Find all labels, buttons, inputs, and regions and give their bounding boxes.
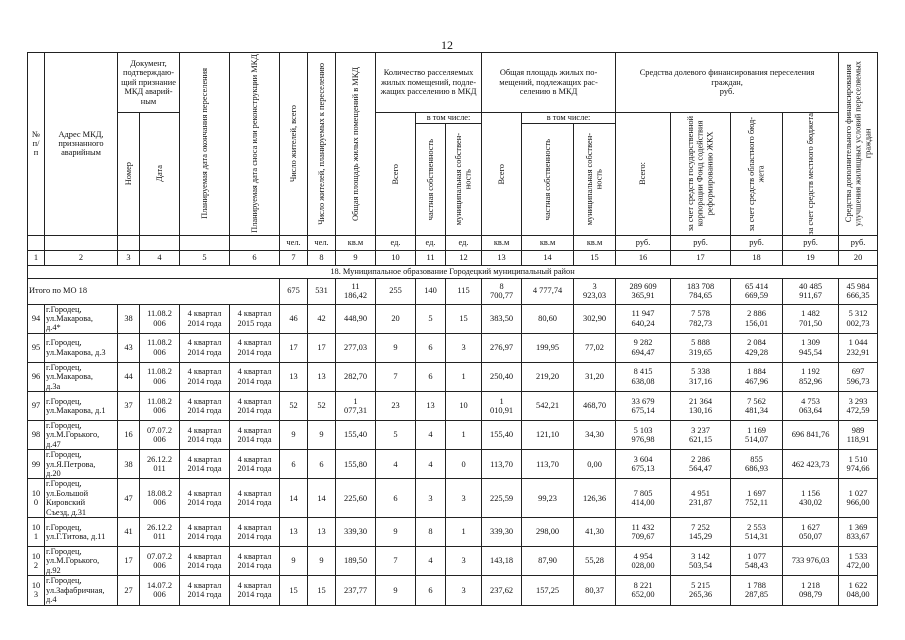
row-value: 225,60 bbox=[336, 479, 376, 518]
row-number: 98 bbox=[28, 421, 45, 450]
header-fund-gk: за счет средств государственной корпорации Фонд содействия реформированию ЖКХ bbox=[671, 113, 731, 236]
total-value: 65 414 669,59 bbox=[731, 278, 783, 304]
row-value: 15 bbox=[280, 576, 308, 605]
row-value: 1 077,31 bbox=[336, 392, 376, 421]
header-num: № п/ п bbox=[28, 53, 45, 236]
header-address: Адрес МКД, признанного аварийным bbox=[45, 53, 118, 236]
row-value: 302,90 bbox=[574, 304, 616, 333]
row-value: 3 237 621,15 bbox=[671, 421, 731, 450]
header-count-total: Всего bbox=[376, 113, 416, 236]
row-value: 6 bbox=[416, 362, 446, 391]
row-value: 1 044 232,91 bbox=[839, 333, 878, 362]
unit-cell: кв.м bbox=[482, 235, 522, 250]
row-value: 4 954 028,00 bbox=[616, 547, 671, 576]
row-value: 4 bbox=[416, 421, 446, 450]
total-value: 115 bbox=[446, 278, 482, 304]
row-doc-number: 38 bbox=[118, 304, 140, 333]
header-planned-demolition: Планируемая дата сноса или реконструкции МКД bbox=[230, 53, 280, 236]
row-value: 5 888 319,65 bbox=[671, 333, 731, 362]
header-funds-group: Средства долевого финансирования переселения граждан, руб. bbox=[616, 53, 839, 113]
row-value: 1 156 430,02 bbox=[783, 479, 839, 518]
column-number: 1 bbox=[28, 250, 45, 265]
row-value: 6 bbox=[308, 450, 336, 479]
total-value: 8 700,77 bbox=[482, 278, 522, 304]
row-value: 80,60 bbox=[522, 304, 574, 333]
header-document: Документ, подтверждаю- щий признание МКД аварий- ным bbox=[118, 53, 180, 113]
row-value: 42 bbox=[308, 304, 336, 333]
row-value: 237,77 bbox=[336, 576, 376, 605]
row-number: 10 0 bbox=[28, 479, 45, 518]
row-value: 2 084 429,28 bbox=[731, 333, 783, 362]
row-value: 52 bbox=[280, 392, 308, 421]
row-doc-number: 47 bbox=[118, 479, 140, 518]
row-value: 1 169 514,07 bbox=[731, 421, 783, 450]
row-value: 34,30 bbox=[574, 421, 616, 450]
header-fund-extra: Средства дополнительного финансирования улучшения жилищных условий переселяемых граждан bbox=[839, 53, 878, 236]
row-value: 4 bbox=[416, 547, 446, 576]
column-numbers-row bbox=[28, 250, 878, 265]
row-planned-end: 4 квартал 2014 года bbox=[180, 333, 230, 362]
row-number: 10 1 bbox=[28, 518, 45, 547]
row-value: 277,03 bbox=[336, 333, 376, 362]
unit-cell: чел. bbox=[308, 235, 336, 250]
header-doc-date: Дата bbox=[140, 113, 180, 236]
row-value: 87,90 bbox=[522, 547, 574, 576]
row-value: 55,28 bbox=[574, 547, 616, 576]
unit-cell: ед. bbox=[416, 235, 446, 250]
row-value: 1 192 852,96 bbox=[783, 362, 839, 391]
row-value: 1 627 050,07 bbox=[783, 518, 839, 547]
row-value: 31,20 bbox=[574, 362, 616, 391]
column-number: 11 bbox=[416, 250, 446, 265]
row-value: 219,20 bbox=[522, 362, 574, 391]
row-value: 250,40 bbox=[482, 362, 522, 391]
column-number: 2 bbox=[45, 250, 118, 265]
table-row bbox=[28, 304, 878, 333]
column-number: 16 bbox=[616, 250, 671, 265]
header-municipal-area: муниципальная собствен- ность bbox=[574, 124, 616, 235]
row-value: 3 604 675,13 bbox=[616, 450, 671, 479]
row-value: 9 bbox=[308, 547, 336, 576]
row-planned-end: 4 квартал 2014 года bbox=[180, 576, 230, 605]
row-value: 9 bbox=[376, 576, 416, 605]
row-doc-date: 11.08.2 006 bbox=[140, 392, 180, 421]
header-doc-number: Номер bbox=[118, 113, 140, 236]
row-address: г.Городец, ул.Я.Петрова, д.20 bbox=[45, 450, 118, 479]
row-value: 1 010,91 bbox=[482, 392, 522, 421]
header-area-group: Общая площадь жилых по- мещений, подлежащих рас- селению в МКД bbox=[482, 53, 616, 113]
row-planned-end: 4 квартал 2014 года bbox=[180, 421, 230, 450]
row-doc-date: 07.07.2 006 bbox=[140, 547, 180, 576]
row-value: 1 218 098,79 bbox=[783, 576, 839, 605]
row-value: 199,95 bbox=[522, 333, 574, 362]
row-value: 3 bbox=[446, 479, 482, 518]
total-label: Итого по МО 18 bbox=[28, 278, 280, 304]
unit-cell: руб. bbox=[671, 235, 731, 250]
row-value: 542,21 bbox=[522, 392, 574, 421]
row-value: 7 bbox=[376, 362, 416, 391]
row-value: 276,97 bbox=[482, 333, 522, 362]
row-value: 8 415 638,08 bbox=[616, 362, 671, 391]
row-value: 41,30 bbox=[574, 518, 616, 547]
row-value: 1 309 945,54 bbox=[783, 333, 839, 362]
row-number: 10 3 bbox=[28, 576, 45, 605]
row-value: 126,36 bbox=[574, 479, 616, 518]
row-value: 733 976,03 bbox=[783, 547, 839, 576]
total-value: 4 777,74 bbox=[522, 278, 574, 304]
row-value: 155,40 bbox=[482, 421, 522, 450]
total-value: 140 bbox=[416, 278, 446, 304]
row-value: 33 679 675,14 bbox=[616, 392, 671, 421]
row-doc-date: 14.07.2 006 bbox=[140, 576, 180, 605]
header-residents-total: Число жителей, всего bbox=[280, 53, 308, 236]
row-planned-demolition: 4 квартал 2014 года bbox=[230, 392, 280, 421]
row-planned-end: 4 квартал 2014 года bbox=[180, 479, 230, 518]
row-number: 94 bbox=[28, 304, 45, 333]
row-value: 9 bbox=[376, 518, 416, 547]
table-row bbox=[28, 362, 878, 391]
row-value: 3 bbox=[446, 547, 482, 576]
header-total-area: Общая площадь жилых помещений в МКД bbox=[336, 53, 376, 236]
row-address: г.Городец, ул.М.Горького, д.47 bbox=[45, 421, 118, 450]
table-row bbox=[28, 392, 878, 421]
row-planned-end: 4 квартал 2014 года bbox=[180, 518, 230, 547]
row-value: 468,70 bbox=[574, 392, 616, 421]
table-row bbox=[28, 518, 878, 547]
row-address: г.Городец, ул.Зафабричная, д.4 bbox=[45, 576, 118, 605]
row-value: 9 282 694,47 bbox=[616, 333, 671, 362]
row-value: 1 077 548,43 bbox=[731, 547, 783, 576]
header-planned-end: Планируемая дата окончания переселения bbox=[180, 53, 230, 236]
unit-cell: чел. bbox=[280, 235, 308, 250]
total-value: 289 609 365,91 bbox=[616, 278, 671, 304]
column-number: 19 bbox=[783, 250, 839, 265]
row-value: 696 841,76 bbox=[783, 421, 839, 450]
unit-cell: кв.м bbox=[336, 235, 376, 250]
row-doc-date: 26.12.2 011 bbox=[140, 518, 180, 547]
row-value: 6 bbox=[280, 450, 308, 479]
column-number: 18 bbox=[731, 250, 783, 265]
row-doc-number: 41 bbox=[118, 518, 140, 547]
row-value: 7 805 414,00 bbox=[616, 479, 671, 518]
row-number: 10 2 bbox=[28, 547, 45, 576]
row-value: 20 bbox=[376, 304, 416, 333]
row-value: 1 788 287,85 bbox=[731, 576, 783, 605]
column-number: 5 bbox=[180, 250, 230, 265]
row-value: 5 bbox=[376, 421, 416, 450]
row-value: 13 bbox=[280, 362, 308, 391]
row-value: 9 bbox=[280, 547, 308, 576]
row-number: 95 bbox=[28, 333, 45, 362]
row-value: 0 bbox=[446, 450, 482, 479]
row-value: 697 596,73 bbox=[839, 362, 878, 391]
row-value: 5 103 976,98 bbox=[616, 421, 671, 450]
column-number: 10 bbox=[376, 250, 416, 265]
unit-cell: ед. bbox=[446, 235, 482, 250]
row-address: г.Городец, ул.Макарова, д.4* bbox=[45, 304, 118, 333]
row-value: 5 bbox=[416, 304, 446, 333]
column-number: 3 bbox=[118, 250, 140, 265]
row-doc-date: 18.08.2 006 bbox=[140, 479, 180, 518]
row-value: 9 bbox=[376, 333, 416, 362]
column-number: 20 bbox=[839, 250, 878, 265]
row-value: 113,70 bbox=[522, 450, 574, 479]
row-value: 6 bbox=[416, 333, 446, 362]
row-value: 5 338 317,16 bbox=[671, 362, 731, 391]
row-value: 7 bbox=[376, 547, 416, 576]
row-value: 6 bbox=[416, 576, 446, 605]
row-value: 9 bbox=[280, 421, 308, 450]
row-planned-end: 4 квартал 2014 года bbox=[180, 547, 230, 576]
row-value: 298,00 bbox=[522, 518, 574, 547]
row-address: г.Городец, ул.М.Горького, д.92 bbox=[45, 547, 118, 576]
row-value: 121,10 bbox=[522, 421, 574, 450]
row-value: 15 bbox=[446, 304, 482, 333]
column-number: 4 bbox=[140, 250, 180, 265]
column-number: 12 bbox=[446, 250, 482, 265]
row-value: 13 bbox=[280, 518, 308, 547]
total-value: 11 186,42 bbox=[336, 278, 376, 304]
row-value: 1 bbox=[446, 421, 482, 450]
row-doc-number: 37 bbox=[118, 392, 140, 421]
row-planned-demolition: 4 квартал 2014 года bbox=[230, 547, 280, 576]
row-value: 282,70 bbox=[336, 362, 376, 391]
row-value: 99,23 bbox=[522, 479, 574, 518]
row-value: 225,59 bbox=[482, 479, 522, 518]
table-row bbox=[28, 421, 878, 450]
row-value: 6 bbox=[376, 479, 416, 518]
row-value: 7 578 782,73 bbox=[671, 304, 731, 333]
row-doc-number: 27 bbox=[118, 576, 140, 605]
header-area-total: Всего bbox=[482, 113, 522, 236]
row-value: 143,18 bbox=[482, 547, 522, 576]
row-value: 21 364 130,16 bbox=[671, 392, 731, 421]
row-number: 99 bbox=[28, 450, 45, 479]
header-fund-regional: за счет средств областного бюд- жета bbox=[731, 113, 783, 236]
unit-cell: руб. bbox=[731, 235, 783, 250]
row-planned-demolition: 4 квартал 2015 года bbox=[230, 304, 280, 333]
row-value: 2 286 564,47 bbox=[671, 450, 731, 479]
row-doc-date: 26.12.2 011 bbox=[140, 450, 180, 479]
row-doc-number: 44 bbox=[118, 362, 140, 391]
row-address: г.Городец, ул.Большой Кировский Съезд, д.31 bbox=[45, 479, 118, 518]
row-value: 11 432 709,67 bbox=[616, 518, 671, 547]
row-value: 339,30 bbox=[336, 518, 376, 547]
header-count-group: Количество расселяемых жилых помещений, подле- жащих расселению в МКД bbox=[376, 53, 482, 113]
row-planned-demolition: 4 квартал 2014 года bbox=[230, 333, 280, 362]
row-address: г.Городец, ул.Макарова, д.1 bbox=[45, 392, 118, 421]
row-value: 2 886 156,01 bbox=[731, 304, 783, 333]
row-value: 15 bbox=[308, 576, 336, 605]
header-fund-total: Всего: bbox=[616, 113, 671, 236]
row-value: 10 bbox=[446, 392, 482, 421]
row-address: г.Городец, ул.Макарова, д.3 bbox=[45, 333, 118, 362]
column-number: 15 bbox=[574, 250, 616, 265]
resettlement-table bbox=[27, 52, 878, 606]
unit-cell: кв.м bbox=[574, 235, 616, 250]
row-value: 1 884 467,96 bbox=[731, 362, 783, 391]
row-doc-date: 11.08.2 006 bbox=[140, 333, 180, 362]
row-value: 17 bbox=[280, 333, 308, 362]
column-number: 8 bbox=[308, 250, 336, 265]
row-value: 46 bbox=[280, 304, 308, 333]
row-value: 855 686,93 bbox=[731, 450, 783, 479]
row-value: 155,80 bbox=[336, 450, 376, 479]
table-row bbox=[28, 576, 878, 605]
row-value: 339,30 bbox=[482, 518, 522, 547]
row-value: 2 553 514,31 bbox=[731, 518, 783, 547]
row-value: 155,40 bbox=[336, 421, 376, 450]
total-row bbox=[28, 278, 878, 304]
row-value: 189,50 bbox=[336, 547, 376, 576]
row-doc-date: 11.08.2 006 bbox=[140, 362, 180, 391]
row-value: 3 bbox=[446, 333, 482, 362]
row-value: 1 bbox=[446, 362, 482, 391]
row-value: 113,70 bbox=[482, 450, 522, 479]
row-value: 157,25 bbox=[522, 576, 574, 605]
row-value: 23 bbox=[376, 392, 416, 421]
total-value: 675 bbox=[280, 278, 308, 304]
header-municipal: муниципальная собствен- ность bbox=[446, 124, 482, 235]
row-value: 7 562 481,34 bbox=[731, 392, 783, 421]
row-doc-number: 16 bbox=[118, 421, 140, 450]
header-count-incl: в том числе: bbox=[416, 113, 482, 124]
header-area-incl: в том числе: bbox=[522, 113, 616, 124]
row-number: 97 bbox=[28, 392, 45, 421]
row-doc-number: 43 bbox=[118, 333, 140, 362]
row-value: 3 bbox=[446, 576, 482, 605]
row-value: 1 510 974,66 bbox=[839, 450, 878, 479]
row-doc-number: 17 bbox=[118, 547, 140, 576]
row-planned-demolition: 4 квартал 2014 года bbox=[230, 518, 280, 547]
row-value: 14 bbox=[308, 479, 336, 518]
row-doc-date: 07.07.2 006 bbox=[140, 421, 180, 450]
header-private: частная собственность bbox=[416, 124, 446, 235]
row-value: 462 423,73 bbox=[783, 450, 839, 479]
row-value: 383,50 bbox=[482, 304, 522, 333]
total-value: 531 bbox=[308, 278, 336, 304]
total-value: 3 923,03 bbox=[574, 278, 616, 304]
header-fund-local: за счет средств местного бюджета bbox=[783, 113, 839, 236]
row-value: 77,02 bbox=[574, 333, 616, 362]
unit-cell: ед. bbox=[376, 235, 416, 250]
row-doc-date: 11.08.2 006 bbox=[140, 304, 180, 333]
row-value: 80,37 bbox=[574, 576, 616, 605]
row-value: 237,62 bbox=[482, 576, 522, 605]
table-row bbox=[28, 547, 878, 576]
row-value: 13 bbox=[416, 392, 446, 421]
total-value: 45 984 666,35 bbox=[839, 278, 878, 304]
row-value: 5 312 002,73 bbox=[839, 304, 878, 333]
column-number: 13 bbox=[482, 250, 522, 265]
row-value: 5 215 265,36 bbox=[671, 576, 731, 605]
column-number: 7 bbox=[280, 250, 308, 265]
row-value: 0,00 bbox=[574, 450, 616, 479]
unit-cell: кв.м bbox=[522, 235, 574, 250]
row-value: 1 369 833,67 bbox=[839, 518, 878, 547]
row-number: 96 bbox=[28, 362, 45, 391]
row-planned-end: 4 квартал 2014 года bbox=[180, 362, 230, 391]
row-value: 3 293 472,59 bbox=[839, 392, 878, 421]
row-value: 14 bbox=[280, 479, 308, 518]
column-number: 14 bbox=[522, 250, 574, 265]
row-value: 4 bbox=[416, 450, 446, 479]
row-doc-number: 38 bbox=[118, 450, 140, 479]
section-title: 18. Муниципальное образование Городецкий муниципальный район bbox=[28, 265, 878, 278]
row-value: 1 622 048,00 bbox=[839, 576, 878, 605]
row-value: 1 697 752,11 bbox=[731, 479, 783, 518]
column-number: 17 bbox=[671, 250, 731, 265]
page-number: 12 bbox=[441, 38, 453, 52]
row-value: 8 bbox=[416, 518, 446, 547]
unit-cell: руб. bbox=[616, 235, 671, 250]
row-value: 4 753 063,64 bbox=[783, 392, 839, 421]
unit-cell: руб. bbox=[839, 235, 878, 250]
row-planned-demolition: 4 квартал 2014 года bbox=[230, 576, 280, 605]
row-planned-demolition: 4 квартал 2014 года bbox=[230, 479, 280, 518]
table-row bbox=[28, 479, 878, 518]
row-value: 17 bbox=[308, 333, 336, 362]
unit-cell: руб. bbox=[783, 235, 839, 250]
row-value: 7 252 145,29 bbox=[671, 518, 731, 547]
row-value: 11 947 640,24 bbox=[616, 304, 671, 333]
row-value: 4 951 231,87 bbox=[671, 479, 731, 518]
header-private-area: частная собственность bbox=[522, 124, 574, 235]
column-number: 9 bbox=[336, 250, 376, 265]
row-planned-end: 4 квартал 2014 года bbox=[180, 304, 230, 333]
row-address: г.Городец, ул.Макарова, д.3а bbox=[45, 362, 118, 391]
total-value: 255 bbox=[376, 278, 416, 304]
row-value: 1 027 966,00 bbox=[839, 479, 878, 518]
row-planned-demolition: 4 квартал 2014 года bbox=[230, 450, 280, 479]
row-planned-end: 4 квартал 2014 года bbox=[180, 392, 230, 421]
row-value: 52 bbox=[308, 392, 336, 421]
row-value: 448,90 bbox=[336, 304, 376, 333]
total-value: 183 708 784,65 bbox=[671, 278, 731, 304]
units-row bbox=[28, 235, 878, 250]
row-value: 1 482 701,50 bbox=[783, 304, 839, 333]
row-value: 1 bbox=[446, 518, 482, 547]
row-value: 13 bbox=[308, 518, 336, 547]
header-residents-planned: Число жителей, планируемых к переселению bbox=[308, 53, 336, 236]
row-value: 1 533 472,00 bbox=[839, 547, 878, 576]
row-address: г.Городец, ул.Г.Титова, д.11 bbox=[45, 518, 118, 547]
table-row bbox=[28, 333, 878, 362]
table-row bbox=[28, 450, 878, 479]
row-value: 8 221 652,00 bbox=[616, 576, 671, 605]
row-value: 13 bbox=[308, 362, 336, 391]
row-planned-demolition: 4 квартал 2014 года bbox=[230, 362, 280, 391]
row-value: 3 142 503,54 bbox=[671, 547, 731, 576]
column-number: 6 bbox=[230, 250, 280, 265]
row-planned-end: 4 квартал 2014 года bbox=[180, 450, 230, 479]
row-value: 3 bbox=[416, 479, 446, 518]
total-value: 40 485 911,67 bbox=[783, 278, 839, 304]
row-value: 4 bbox=[376, 450, 416, 479]
row-value: 989 118,91 bbox=[839, 421, 878, 450]
row-value: 9 bbox=[308, 421, 336, 450]
row-planned-demolition: 4 квартал 2014 года bbox=[230, 421, 280, 450]
